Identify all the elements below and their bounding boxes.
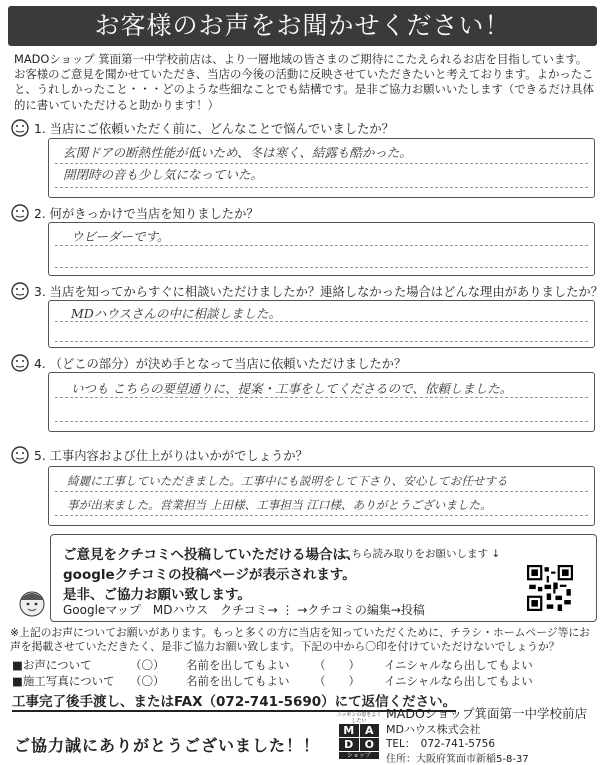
face-icon (10, 118, 30, 138)
question-3 (10, 281, 603, 301)
question-1 (10, 118, 394, 138)
face-icon (10, 353, 30, 373)
shop-tel: TEL： 072-741-5756 (386, 738, 496, 750)
review-steps: Googleマップ MDハウス クチコミ→ ⋮ →クチコミの編集→投稿 (63, 603, 425, 617)
review-request-line-3: 是非、ご協力お願い致します。 (63, 587, 251, 603)
company-name: MDハウス株式会社 (386, 723, 481, 736)
question-5-label: 5. 工事内容および仕上がりはいかがでしょうか？ (34, 449, 308, 463)
answer-1-box (48, 138, 595, 198)
question-5 (10, 445, 308, 465)
consent-photo-mark[interactable]: 〇 (141, 674, 153, 688)
mascot-icon (14, 586, 50, 622)
answer-5-box (48, 466, 595, 526)
question-4-label: 4. （どこの部分）が決め手となって当店に依頼いただけましたか？ (34, 357, 407, 371)
answer-1-line-1: 玄関ドアの断熱性能が低いため、冬は寒く、結露も酷かった。 (63, 145, 412, 160)
shop-address: 住所：大阪府箕面市新稲5-8-37 (386, 754, 529, 765)
review-request-line-1: ご意見をクチコミへ投稿していただける場合は、 (63, 547, 360, 563)
thanks-message: ご協力誠にありがとうございました！！ (14, 736, 321, 755)
mado-shop-logo (336, 712, 382, 760)
face-icon (10, 445, 30, 465)
answer-2-box (48, 222, 595, 276)
face-icon (10, 203, 30, 223)
answer-1-line-2: 開閉時の音も少し気になっていた。 (63, 167, 264, 182)
logo-letter-o: O (360, 738, 380, 751)
consent-notes: ※上記のお声についてお願いがあります。もっと多くの方に当店を知っていただくために、チラシ・ホームページ等にお声を掲載させていただきたく、是非ご協力お願い致します。下記の中から〇印を付けていただけないでしょうか？ (10, 626, 590, 653)
review-request-line-2: googleクチコミの投稿ページが表示されます。 (63, 567, 356, 583)
question-2 (10, 203, 259, 223)
logo-sub: ショップ (339, 752, 379, 759)
consent-voice-opt2: イニシャルなら出してもよい (384, 658, 533, 672)
logo-tagline: ニッポンの窓をよくしたい (336, 712, 382, 724)
answer-3-line-1: MDハウスさんの中に相談しました。 (71, 306, 281, 321)
answer-3-box (48, 300, 595, 348)
consent-row-voice: ■お声について （〇） 名前を出してもよい （ ） イニシャルなら出してもよい (12, 658, 533, 672)
consent-voice-opt1: 名前を出してもよい (186, 658, 290, 672)
fax-instruction: 工事完了後手渡し、またはFAX（072-741-5690）にて返信ください。 (12, 690, 456, 712)
answer-4-box (48, 372, 595, 432)
intro-text: MADOショップ 箕面第一中学校前店は、より一層地域の皆さまのご期待にこたえられるお店を目指しています。お客様のご意見を聞かせていただき、当店の今後の活動に反映させていただきたいと考えております。よかったこと、うれしかったこと・・・どのような些細なことでも結構です。是非ご協力お願いいたします（できるだけ具体的に書いていただけると助かります！） (14, 52, 595, 112)
consent-photo-opt2: イニシャルなら出してもよい (384, 674, 533, 688)
consent-voice-label: ■お声について (12, 658, 92, 672)
answer-5-line-2: 事が出来ました。営業担当 上田様、工事担当 江口様、ありがとうございました。 (67, 498, 492, 512)
logo-letter-a: A (360, 724, 380, 737)
qr-code-icon[interactable] (527, 565, 573, 611)
qr-instruction: こちら読み取りをお願いします ↓ (341, 548, 501, 560)
consent-photo-label: ■施工写真について (12, 674, 115, 688)
consent-photo-opt1: 名前を出してもよい (186, 674, 290, 688)
answer-2-line-1: ウビーダーです。 (71, 229, 170, 244)
question-4 (10, 353, 406, 373)
review-request-box (50, 534, 597, 622)
answer-5-line-1: 綺麗に工事していただきました。工事中にも説明をして下さり、安心してお任せする (67, 474, 508, 488)
question-1-label: 1. 当店にご依頼いただく前に、どんなことで悩んでいましたか？ (34, 122, 394, 136)
question-3-label: 3. 当店を知ってからすぐに相談いただけましたか？連絡しなかった場合はどんな理由がありましたか？ (34, 285, 604, 299)
consent-row-photo: ■施工写真について （〇） 名前を出してもよい （ ） イニシャルなら出してもよい (12, 674, 533, 688)
logo-letter-m: M (339, 724, 359, 737)
question-2-label: 2. 何がきっかけで当店を知りましたか？ (34, 207, 259, 221)
form-title: お客様のお声をお聞かせください！ (8, 6, 597, 46)
answer-4-line-1: いつも こちらの要望通りに、提案・工事をしてくださるので、依頼しました。 (71, 381, 513, 396)
logo-letter-d: D (339, 738, 359, 751)
consent-voice-mark[interactable]: 〇 (141, 658, 153, 672)
face-icon (10, 281, 30, 301)
shop-name: MADOショップ箕面第一中学校前店 (386, 706, 588, 721)
